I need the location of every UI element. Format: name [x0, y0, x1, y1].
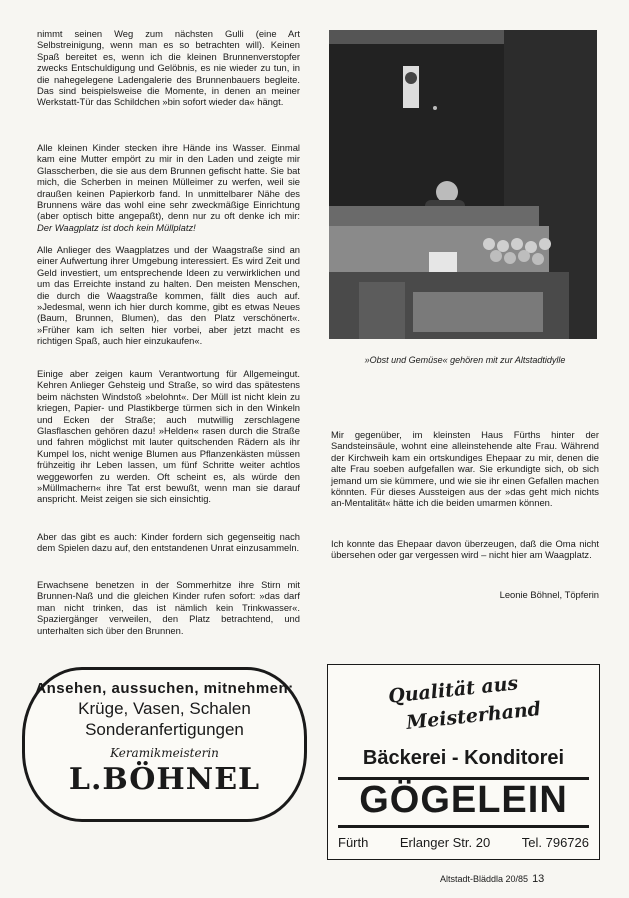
ad-slogan-line2: Meisterhand	[405, 697, 542, 735]
paragraph-text: Alle kleinen Kinder stecken ihre Hände ins Wasser. Einmal kam eine Mutter empört zu mir in den Laden und zeigte mir Glasscherben, die sie aus dem Brunnen gefischt hatte. Sie bat mich, die Scherben in meinen Mülleimer zu werfen, weil sie draußen keinen Papierkorb fand. In unmittelbarer Nähe des Brunnens wäre das wohl eine sehr zweckmäßige Einrichtung (aber optisch bitte angepaßt), denn nur zu oft denke ich mir:	[37, 142, 300, 222]
article-paragraph-7	[331, 429, 599, 509]
ad-city: Fürth	[338, 835, 369, 850]
italic-quote: Der Waagplatz ist doch kein Müllplatz!	[37, 221, 196, 233]
ad-slogan-line1: Qualität aus	[387, 672, 520, 708]
ad-title: Keramikmeisterin	[110, 746, 219, 760]
photo-caption: »Obst und Gemüse« gehören mit zur Altstadtidylle	[364, 355, 566, 365]
article-paragraph-1	[37, 28, 300, 108]
ad-services: Sonderanfertigungen	[85, 720, 244, 739]
publication-name: Altstadt-Bläddla 20/85	[440, 874, 529, 884]
paragraph-text: nimmt seinen Weg zum nächsten Gulli (eine Art Selbstreinigung, wenn man es so betrachten will). Keinen Spaß bereitet es, wenn ich die kleinen Brunnenverstopfer zwecks Entschuldigung und Gelöbnis, es nie wieder zu tun, in die nahegelegene Ladengalerie des Brunnenbauers begleite. Das sind beispielsweise die Momente, in denen an meiner Werkstatt-Tür das Schildchen »bin sofort wieder da« hängt.	[37, 28, 300, 108]
market-stall-photo	[329, 30, 597, 339]
ad-baeckerei-goegelein	[327, 664, 600, 860]
article-paragraph-5	[37, 531, 300, 554]
paragraph-text: Alle Anlieger des Waagplatzes und der Waagstraße sind an einer Aufwertung ihrer Umgebung interessiert. Es wird Zeit und Geld investiert, um entsprechende Ideen zu verwirklichen und um das Erreichte instand zu halten. Den meisten Menschen, die durch die Waagstraße kommen, fällt dies auch auf. »Jedesmal, wenn ich hier durch komme, gibt es etwas Neues (Baum, Brunnen, Blumen), das den Platz verschönert«. »Früher kam ich selten hier vorbei, aber jetzt macht es richtigen Spaß, auch hier einzukaufen«.	[37, 244, 300, 347]
paragraph-text: Ich konnte das Ehepaar davon überzeugen, daß die Oma nicht übersehen oder gar vergessen wird – nicht hier am Waagplatz.	[331, 538, 599, 561]
divider	[338, 825, 589, 828]
ad-phone: Tel. 796726	[521, 835, 589, 850]
ad-street: Erlanger Str. 20	[399, 835, 491, 850]
paragraph-text: Aber das gibt es auch: Kinder fordern sich gegenseitig nach dem Spielen dazu auf, den entstandenen Unrat einzusammeln.	[37, 531, 300, 554]
paragraph-text: Erwachsene benetzen in der Sommerhitze ihre Stirn mit Brunnen-Naß und die gleichen Kinder rufen sofort: »das darf man nicht trinken, das ist nämlich kein Trinkwasser«. Spaziergänger verweilen, den Platz betrachtend, und unterhalten sich über den Brunnen.	[37, 579, 300, 636]
paragraph-text: Einige aber zeigen kaum Verantwortung für Allgemeingut. Kehren Anlieger Gehsteig und Straße, so wird das spätestens beim nächsten Windstoß »belohnt«. Der Müll ist nicht klein zu kriegen, Papier- und Plastikberge türmen sich in den Winkeln und Ecken der Straße; auch mutwillig zerschlagene Glasflaschen gehören dazu! »Helden« rasen durch die Straße und fahren möglichst mit lauter quitschenden Rädern als ihr Kumpel los, nicht wenige Blumen aus Pflanzenkästen müssen frühzeitig ihr Leben lassen, um fünf Schritte weiter achtlos weggeworfen zu werden. Oft scheint es, als würde den »Müllmachern« ihre Tat erst bewußt, wenn man sie darauf anspricht. Meist zeigen sie sich einsichtig.	[37, 368, 300, 505]
author-signature	[331, 589, 599, 600]
article-paragraph-8	[331, 538, 599, 561]
ad-headline: Ansehen, aussuchen, mitnehmen:	[35, 680, 294, 697]
article-paragraph-4	[37, 368, 300, 505]
ad-products: Krüge, Vasen, Schalen	[78, 699, 251, 718]
paragraph-text: Mir gegenüber, im kleinsten Haus Fürths hinter der Sandsteinsäule, wohnt eine alleinstehende alte Frau. Während der Kirchweih kam ein ortskundiges Ehepaar zu mir, denen die alte Frau soeben aufgefallen war. Sie erkundigte sich, ob sich jemand um sie kümmere, und wie sie ihr einen Gefallen machen könnten. Für dieses Aussteigen aus der »das geht mich nichts an-Mentalität« hätte ich die beiden umarmen können.	[331, 429, 599, 509]
article-paragraph-3	[37, 244, 300, 347]
ad-business-name: GÖGELEIN	[359, 779, 568, 821]
signature-text: Leonie Böhnel, Töpferin	[499, 589, 599, 600]
ad-address	[338, 835, 589, 850]
page-footer	[440, 873, 544, 885]
ad-keramik-boehnel	[22, 667, 307, 822]
ad-brand-name: L.BÖHNEL	[68, 762, 261, 797]
page-number: 13	[532, 873, 545, 885]
photo-illustration	[329, 30, 597, 339]
article-paragraph-2	[37, 142, 300, 233]
article-paragraph-6	[37, 579, 300, 636]
ad-business-type: Bäckerei - Konditorei	[362, 747, 565, 769]
